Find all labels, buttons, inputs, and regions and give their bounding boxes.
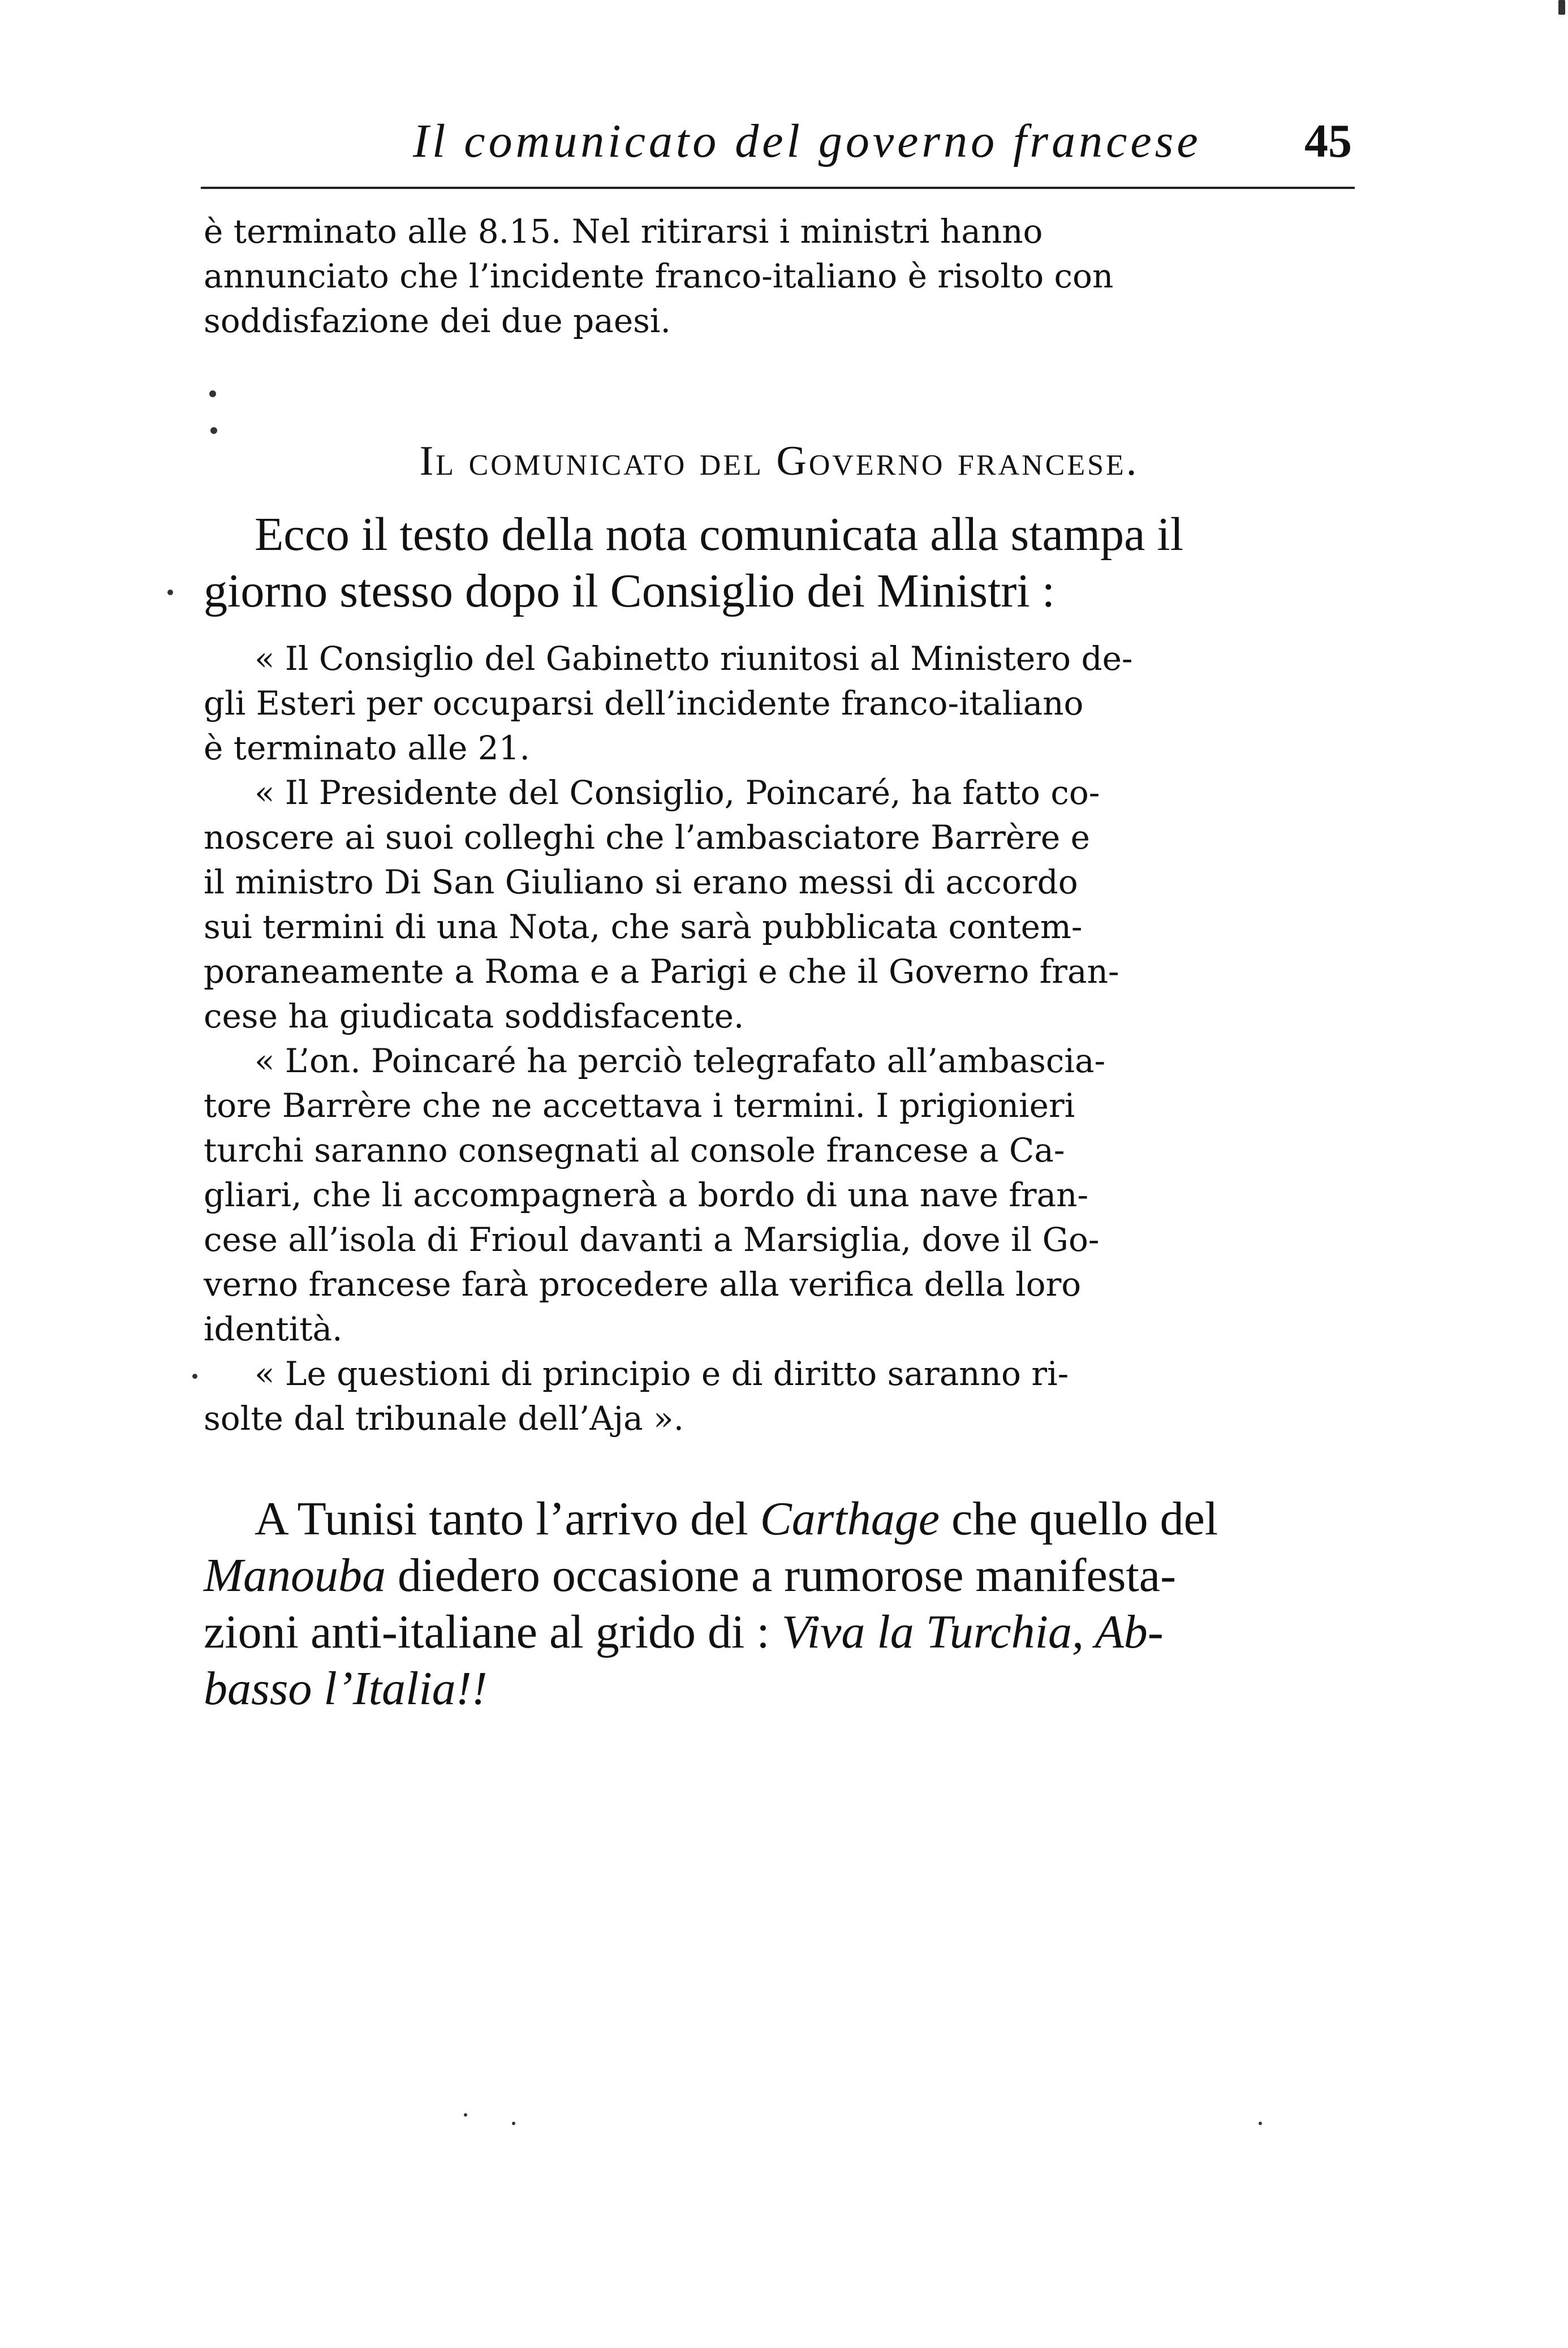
running-title: Il comunicato del governo francese xyxy=(413,115,1201,167)
text-line: noscere ai suoi colleghi che l’ambasciatore Barrère e xyxy=(204,818,1090,857)
text-line: il ministro Di San Giuliano si erano messi di accordo xyxy=(204,863,1078,901)
text-line: « Il Presidente del Consiglio, Poincaré, ha fatto co- xyxy=(255,773,1100,812)
text-line: è terminato alle 8.15. Nel ritirarsi i ministri hanno xyxy=(204,212,1043,251)
text-line: giorno stesso dopo il Consiglio dei Ministri : xyxy=(204,565,1056,617)
scan-speck xyxy=(209,390,216,397)
text-line: gli Esteri per occuparsi dell’incidente franco-italiano xyxy=(204,684,1084,723)
text-line: « L’on. Poincaré ha perciò telegrafato all’ambascia- xyxy=(255,1042,1106,1080)
text-line: « Le questioni di principio e di diritto saranno ri- xyxy=(255,1354,1069,1393)
running-header xyxy=(204,113,1352,181)
page-number: 45 xyxy=(1304,115,1352,167)
slogan: basso l’Italia!! xyxy=(204,1662,488,1715)
intro-paragraph xyxy=(204,506,1355,620)
text-line: cese all’isola di Frioul davanti a Marsiglia, dove il Go- xyxy=(204,1220,1100,1259)
text-fragment: A Tunisi tanto l’arrivo del xyxy=(255,1493,760,1545)
ship-name-manouba: Manouba xyxy=(204,1549,386,1602)
header-rule xyxy=(201,187,1355,189)
scan-speck xyxy=(1259,2122,1262,2125)
paragraph-continuation xyxy=(204,209,1355,343)
text-line: turchi saranno consegnati al console francese a Ca- xyxy=(204,1131,1065,1169)
text-line: solte dal tribunale dell’Aja ». xyxy=(204,1399,684,1438)
text-fragment: che quello del xyxy=(940,1493,1218,1545)
quoted-communique xyxy=(204,637,1355,1441)
text-line: è terminato alle 21. xyxy=(204,729,530,767)
scan-speck xyxy=(210,427,217,434)
text-line: annunciato che l’incidente franco-italiano è risolto con xyxy=(204,257,1114,295)
scan-speck xyxy=(192,1374,197,1379)
ship-name-carthage: Carthage xyxy=(760,1493,940,1545)
text-line: cese ha giudicata soddisfacente. xyxy=(204,997,744,1035)
scan-speck xyxy=(167,590,173,595)
text-line xyxy=(204,1491,1355,1547)
slogan: Viva la Turchia, Ab- xyxy=(781,1606,1164,1658)
text-line: sui termini di una Nota, che sarà pubblicata contem- xyxy=(204,908,1083,946)
text-line: poraneamente a Roma e a Parigi e che il Governo fran- xyxy=(204,952,1119,991)
scan-speck xyxy=(464,2113,467,2117)
text-line xyxy=(204,1547,1355,1604)
text-line xyxy=(204,1661,1355,1717)
closing-paragraph xyxy=(204,1491,1355,1717)
text-line: « Il Consiglio del Gabinetto riunitosi al Ministero de- xyxy=(255,639,1133,678)
text-line: soddisfazione dei due paesi. xyxy=(204,302,671,340)
text-line xyxy=(204,1604,1355,1661)
text-line: tore Barrère che ne accettava i termini. I prigionieri xyxy=(204,1086,1075,1125)
text-line: gliari, che li accompagnerà a bordo di una nave fran- xyxy=(204,1176,1089,1214)
text-line: Ecco il testo della nota comunicata alla stampa il xyxy=(255,508,1184,561)
text-fragment: diedero occasione a rumorose manifesta- xyxy=(385,1549,1177,1602)
text-line: identità. xyxy=(204,1310,343,1348)
scan-speck xyxy=(1558,0,1565,15)
text-fragment: zioni anti-italiane al grido di : xyxy=(204,1606,782,1658)
scan-speck xyxy=(512,2122,515,2125)
text-line: verno francese farà procedere alla verifica della loro xyxy=(204,1265,1082,1304)
section-heading: Il comunicato del Governo francese. xyxy=(419,438,1139,484)
